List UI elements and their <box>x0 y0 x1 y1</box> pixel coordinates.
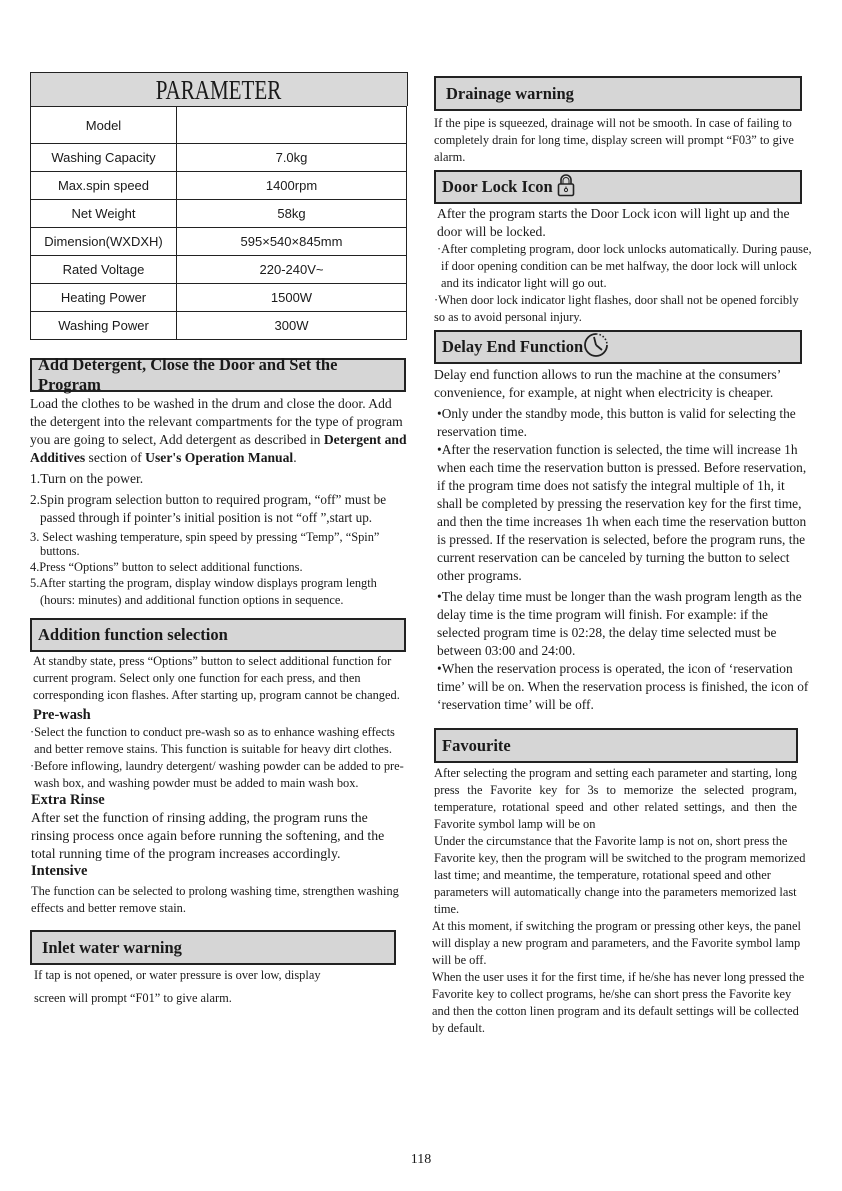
step-item: 5.After starting the program, display window displays program length (hours: minutes) and additional function options in sequence. <box>30 576 377 607</box>
param-label: Model <box>31 107 177 144</box>
intro-text: section of <box>85 450 146 465</box>
step-item: 1.Turn on the power. <box>30 471 144 486</box>
door-lock-intro: After the program starts the Door Lock icon will light up and the door will be locked. <box>437 206 790 239</box>
heading-text: Door Lock Icon <box>442 177 553 196</box>
step-item: 3. Select washing temperature, spin speed by pressing “Temp”, “Spin” buttons. <box>30 530 380 558</box>
heading-text: Favourite <box>442 735 511 755</box>
parameter-table <box>30 72 408 340</box>
prewash-heading: Pre-wash <box>33 707 91 723</box>
table-row <box>31 284 407 312</box>
step-item: 4.Press “Options” button to select additional functions. <box>30 560 303 574</box>
table-row <box>31 312 407 340</box>
param-label: Net Weight <box>31 200 177 228</box>
table-row <box>31 256 407 284</box>
param-value: 220-240V~ <box>177 256 407 284</box>
param-value: 1400rpm <box>177 172 407 200</box>
favourite-para: When the user uses it for the first time, if he/she has never long pressed the Favorite key to collect programs, he/she can short press the Favorite key and then the cotton linen program and its default settings will be collected by default. <box>432 970 805 1035</box>
extra-rinse-heading: Extra Rinse <box>31 792 105 808</box>
param-label: Rated Voltage <box>31 256 177 284</box>
inlet-water-heading <box>30 930 396 965</box>
intro-text: Load the clothes to be washed in the drum and close the door. Add the detergent into the relevant compartments for the type of program you are going to select, Add detergent as described in <box>30 396 403 447</box>
param-value <box>177 107 407 144</box>
add-detergent-heading <box>30 355 406 394</box>
param-label: Dimension(WXDXH) <box>31 228 177 256</box>
padlock-icon <box>557 173 575 202</box>
table-row <box>31 144 407 172</box>
heading-text: Add Detergent, Close the Door and Set the Program <box>38 355 338 394</box>
drainage-text: If the pipe is squeezed, drainage will not be smooth. In case of failing to completely drain for long time, display screen will prompt “F03” to give alarm. <box>434 116 794 164</box>
extra-rinse-text: After set the function of rinsing adding, the program runs the rinsing process once again before running the softening, and the total running time of the program increases accordingly. <box>31 810 385 861</box>
param-value: 7.0kg <box>177 144 407 172</box>
table-row <box>31 172 407 200</box>
heading-text: Drainage warning <box>446 83 574 103</box>
door-lock-heading <box>434 170 802 204</box>
add-detergent-intro <box>30 395 408 467</box>
inlet-water-line-1: If tap is not opened, or water pressure is over low, display <box>34 968 321 982</box>
parameter-title-text: PARAMETER <box>156 75 282 105</box>
delay-end-intro: Delay end function allows to run the machine at the consumers’ convenience, for example, at night when electricity is cheaper. <box>434 367 781 400</box>
addition-function-content <box>30 653 408 792</box>
intro-bold-text: User's Operation Manual <box>145 450 294 465</box>
intensive-text: The function can be selected to prolong washing time, strengthen washing effects and better remove stain. <box>31 884 399 915</box>
right-column <box>434 76 812 1037</box>
delay-end-item: •When the reservation process is operated, the icon of ‘reservation time’ will be on. When the reservation process is finished, the icon of ‘reservation time’ will be off. <box>437 661 809 712</box>
delay-end-item: •After the reservation function is selected, the time will increase 1h when each time the reservation button is pressed. Before reservation, if the program time does not satisfy the integral multiple of 1h, it shall be completed by pressing the reservation key for the first time, and then the time increases 1h when each time the reservation button is pressed. If the reservation is selected, before the program runs, the current reservation can be canceled by turning the button to select other programs. <box>437 442 807 583</box>
inlet-water-line-2: screen will prompt “F01” to give alarm. <box>34 991 232 1005</box>
step-item: 2.Spin program selection button to required program, “off” must be passed through if pointer’s initial position is not “off ”,start up. <box>30 492 387 525</box>
prewash-item: ·Select the function to conduct pre-wash so as to enhance washing effects and better remove stains. This function is suitable for heavy dirt clothes. <box>30 725 395 756</box>
prewash-item: ·Before inflowing, laundry detergent/ washing powder can be added to pre-wash box, and washing powder must be added to main wash box. <box>30 759 404 790</box>
heading-text: Delay End Function <box>442 337 584 356</box>
steps-list <box>30 470 408 609</box>
clock-icon <box>583 332 609 363</box>
intro-bold-text: Detergent and Additives <box>30 432 407 465</box>
intro-text: . <box>293 450 297 465</box>
delay-end-item: •Only under the standby mode, this button is valid for selecting the reservation time. <box>437 406 796 439</box>
delay-end-heading <box>434 330 802 364</box>
param-value: 1500W <box>177 284 407 312</box>
param-value: 300W <box>177 312 407 340</box>
parameter-table-title <box>30 72 408 106</box>
door-lock-item: ·When door lock indicator light flashes, door shall not be opened forcibly so as to avoid personal injury. <box>434 293 799 324</box>
favourite-para: Under the circumstance that the Favorite lamp is not on, short press the Favorite key, then the program will be switched to the program memorized last time; and meantime, the temperature, rotational speed and other parameters will automatically change into the parameters memorized last time. <box>434 834 806 916</box>
parameter-table-body <box>30 106 407 340</box>
heading-text: Addition function selection <box>38 625 228 644</box>
drainage-warning-heading <box>434 76 802 111</box>
param-label: Heating Power <box>31 284 177 312</box>
favourite-para: After selecting the program and setting each parameter and starting, long press the Favorite key for 3s to memorize the selected program, temperature, rotational speed and other related settings, and then the Favorite symbol lamp will be on <box>434 766 797 831</box>
table-row <box>31 107 407 144</box>
favourite-para: At this moment, if switching the program or pressing other keys, the panel will display a new program and parameters, and the Favorite symbol lamp will be off. <box>432 919 801 967</box>
door-lock-item: ·After completing program, door lock unlocks automatically. During pause, if door opening condition can be met halfway, the door lock will unlock and its indicator light will go out. <box>437 242 812 290</box>
param-value: 58kg <box>177 200 407 228</box>
heading-text: Inlet water warning <box>42 937 182 957</box>
param-label: Washing Power <box>31 312 177 340</box>
intensive-heading: Intensive <box>31 863 88 879</box>
favourite-heading <box>434 728 798 763</box>
param-value: 595×540×845mm <box>177 228 407 256</box>
table-row <box>31 200 407 228</box>
param-label: Max.spin speed <box>31 172 177 200</box>
table-row <box>31 228 407 256</box>
page-number: 118 <box>410 1152 432 1167</box>
param-label: Washing Capacity <box>31 144 177 172</box>
delay-end-item: •The delay time must be longer than the wash program length as the delay time is the time program will finish. For example: if the selected program time is 02:28, the delay time selected must be between 03:00 and 24:00. <box>437 589 802 658</box>
addition-intro: At standby state, press “Options” button to select additional function for current program. Select only one function for each press, and then corresponding icon flashes. After starting up, program cannot be changed. <box>33 654 400 702</box>
left-column <box>30 72 408 1007</box>
addition-function-heading <box>30 618 406 652</box>
